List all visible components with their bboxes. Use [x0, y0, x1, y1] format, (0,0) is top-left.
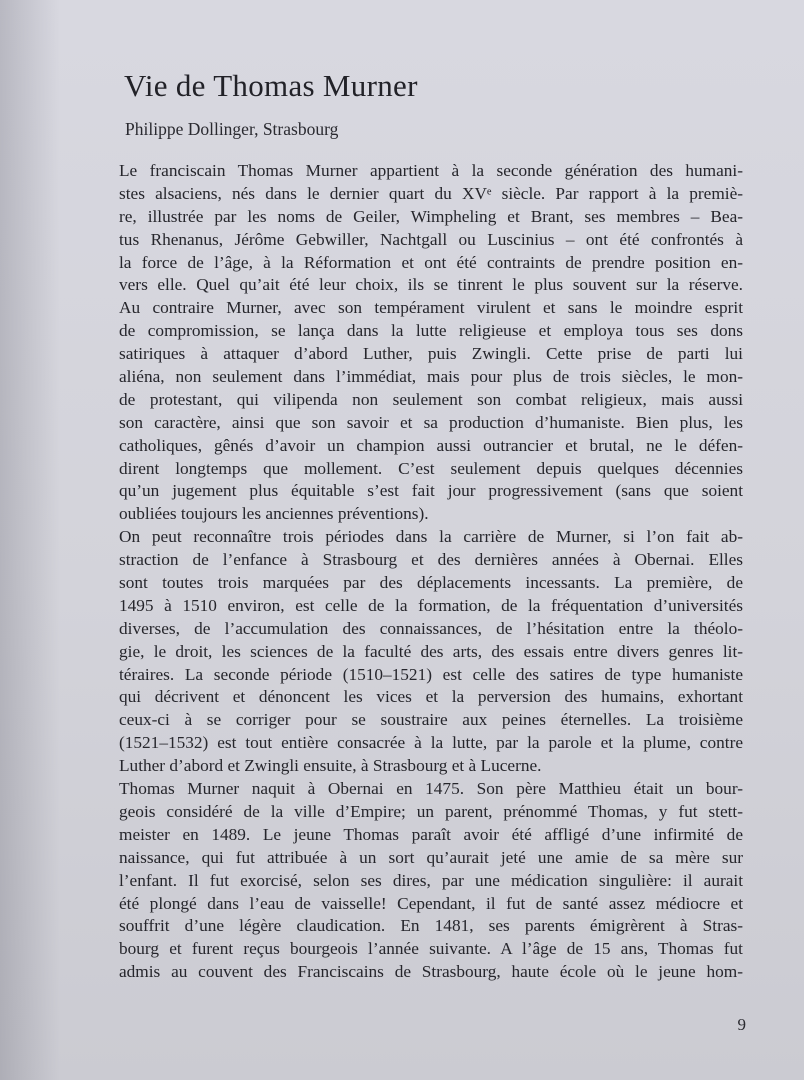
- text-line: de compromission, se lança dans la lutte religieuse et employa tous ses dons: [119, 321, 743, 341]
- text-line: re, illustrée par les noms de Geiler, Wimpheling et Brant, ses membres – Bea-: [119, 206, 743, 226]
- text-line: souffrit d’une légère claudication. En 1481, ses parents émigrèrent à Stras-: [119, 916, 743, 936]
- text-line: gie, le droit, les sciences de la faculté des arts, des essais entre divers genres lit-: [119, 641, 743, 661]
- text-line: son caractère, ainsi que son savoir et sa production d’humaniste. Bien plus, les: [119, 412, 743, 432]
- text-line: téraires. La seconde période (1510–1521) est celle des satires de type humaniste: [119, 664, 743, 684]
- body-text: [119, 160, 743, 984]
- text-line: Thomas Murner naquit à Obernai en 1475. Son père Matthieu était un bour-: [119, 779, 743, 799]
- text-line: Le franciscain Thomas Murner appartient à la seconde génération des humani-: [119, 161, 743, 180]
- text-line: stes alsaciens, nés dans le dernier quart du XVᵉ siècle. Par rapport à la premiè-: [119, 183, 743, 203]
- text-line: été plongé dans l’eau de vaisselle! Cependant, il fut de santé assez médiocre et: [119, 893, 743, 913]
- text-line: meister en 1489. Le jeune Thomas paraît avoir été affligé d’une infirmité de: [119, 824, 743, 844]
- text-line: straction de l’enfance à Strasbourg et des dernières années à Obernai. Elles: [119, 550, 743, 570]
- chapter-title: Vie de Thomas Murner: [124, 68, 418, 103]
- text-line: vers elle. Quel qu’ait été leur choix, ils se tinrent le plus souvent sur la réserve.: [119, 275, 743, 295]
- text-line: ceux-ci à se corriger pour se soustraire aux peines éternelles. La troisième: [119, 710, 743, 730]
- text-line: satiriques à attaquer d’abord Luther, puis Zwingli. Cette prise de parti lui: [119, 344, 743, 364]
- text-line: bourg et furent reçus bourgeois l’année suivante. A l’âge de 15 ans, Thomas fut: [119, 939, 743, 959]
- text-line: tus Rhenanus, Jérôme Gebwiller, Nachtgall ou Luscinius – ont été confrontés à: [119, 229, 743, 249]
- text-line: dirent longtemps que mollement. C’est seulement depuis quelques décennies: [119, 458, 743, 478]
- text-line: l’enfant. Il fut exorcisé, selon ses dires, par une médication singulière: il aurait: [119, 870, 743, 890]
- text-line: de protestant, qui vilipenda non seulement son combat religieux, mais aussi: [119, 389, 743, 409]
- text-line: Luther d’abord et Zwingli ensuite, à Strasbourg et à Lucerne.: [119, 756, 542, 776]
- text-line: (1521–1532) est tout entière consacrée à la lutte, par la parole et la plume, contre: [119, 733, 743, 753]
- text-line: naissance, qui fut attribuée à un sort qu’aurait jeté une amie de sa mère sur: [119, 847, 743, 867]
- text-line: sont toutes trois marquées par des déplacements incessants. La première, de: [119, 573, 743, 593]
- text-line: aliéna, non seulement dans l’immédiat, mais pour plus de trois siècles, le mon-: [119, 367, 743, 387]
- page-number: 9: [737, 1015, 746, 1034]
- text-line: qui décrivent et dénoncent les vices et la perversion des humains, exhortant: [119, 687, 743, 707]
- text-line: oubliées toujours les anciennes préventions).: [119, 504, 429, 524]
- text-line: Au contraire Murner, avec son tempérament virulent et sans le moindre esprit: [119, 298, 743, 318]
- text-line: diverses, de l’accumulation des connaissances, de l’hésitation entre la théolo-: [119, 618, 743, 638]
- text-line: 1495 à 1510 environ, est celle de la formation, de la fréquentation d’universités: [119, 595, 743, 615]
- chapter-author: Philippe Dollinger, Strasbourg: [125, 119, 339, 139]
- text-line: admis au couvent des Franciscains de Strasbourg, haute école où le jeune hom-: [119, 962, 743, 982]
- text-line: geois considéré de la ville d’Empire; un parent, prénommé Thomas, y fut stett-: [119, 801, 743, 821]
- text-line: la force de l’âge, à la Réformation et ont été contraints de prendre position en-: [119, 252, 743, 272]
- text-line: catholiques, gênés d’avoir un champion aussi outrancier et brutal, ne le défen-: [119, 435, 743, 455]
- text-line: qu’un jugement plus équitable s’est fait jour progressivement (sans que soient: [119, 481, 743, 501]
- text-line: On peut reconnaître trois périodes dans la carrière de Murner, si l’on fait ab-: [119, 527, 743, 547]
